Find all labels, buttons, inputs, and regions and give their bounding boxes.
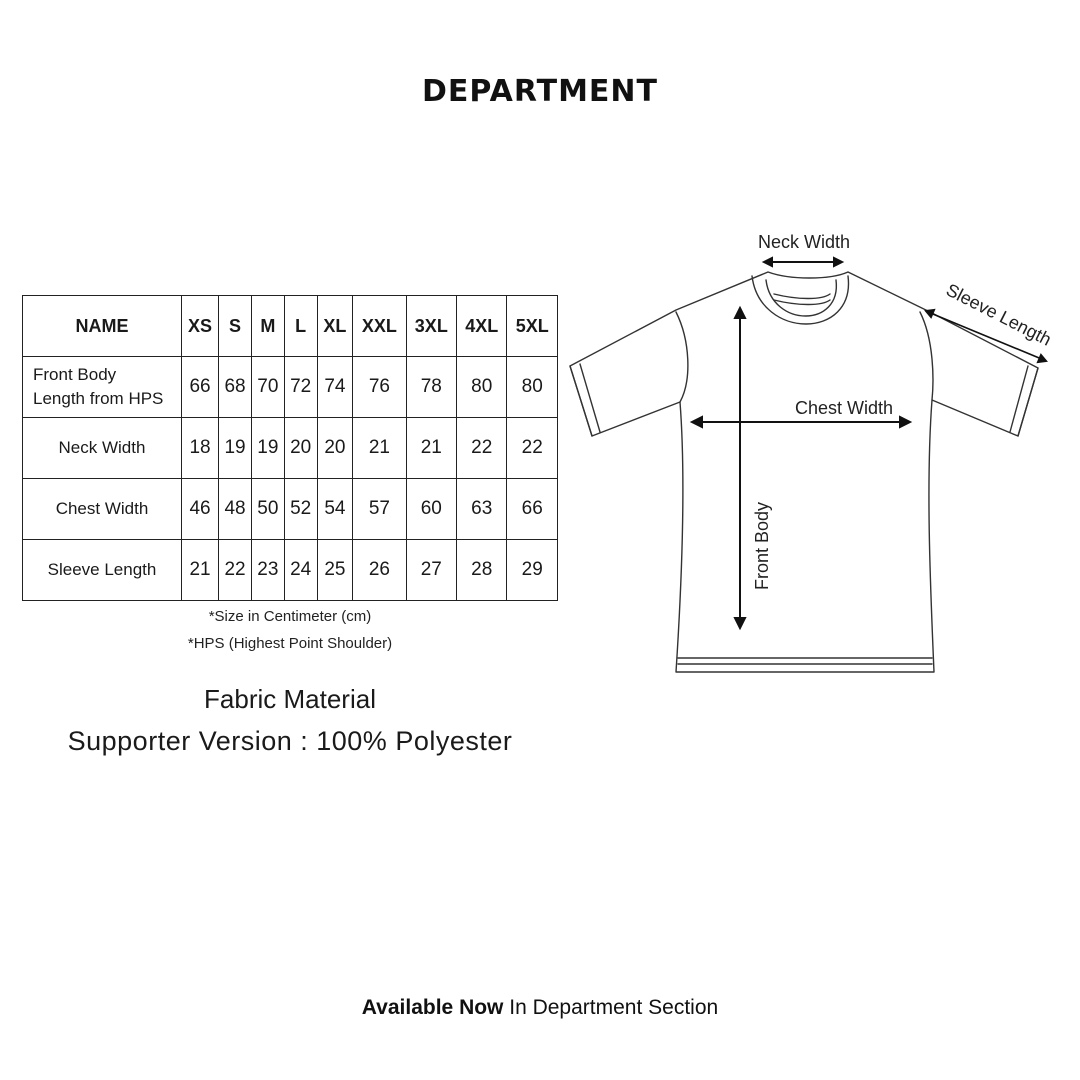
footer-bold-text: Available Now <box>361 996 504 1019</box>
table-cell: 50 <box>251 479 284 540</box>
table-cell: 66 <box>507 479 558 540</box>
table-cell: 23 <box>251 540 284 601</box>
table-cell: 60 <box>406 479 456 540</box>
fabric-composition: Supporter Version : 100% Polyester <box>67 726 513 756</box>
header-size-cell: XXL <box>353 296 406 357</box>
row-label-line2: Length from HPS <box>33 389 164 408</box>
table-cell: 66 <box>182 357 219 418</box>
header-size-cell: 5XL <box>507 296 558 357</box>
table-header-row <box>23 296 558 357</box>
availability-footer <box>0 996 1080 1020</box>
table-cell: 20 <box>317 418 353 479</box>
header-size-cell: 4XL <box>457 296 507 357</box>
table-cell: 78 <box>406 357 456 418</box>
size-chart-table <box>22 295 558 601</box>
table-cell: 25 <box>317 540 353 601</box>
table-row-chest-width <box>23 479 558 540</box>
fabric-title: Fabric Material <box>204 684 376 714</box>
table-cell: 48 <box>219 479 252 540</box>
table-cell: 63 <box>457 479 507 540</box>
table-cell: 22 <box>457 418 507 479</box>
table-cell: 19 <box>251 418 284 479</box>
header-size-cell: L <box>284 296 317 357</box>
brand-logo <box>0 74 1080 109</box>
table-cell: 27 <box>406 540 456 601</box>
table-cell: 22 <box>219 540 252 601</box>
table-cell: 70 <box>251 357 284 418</box>
table-cell: 24 <box>284 540 317 601</box>
table-cell: 76 <box>353 357 406 418</box>
row-label-sleeve-length: Sleeve Length <box>23 540 182 601</box>
shirt-outline <box>570 272 1038 672</box>
table-cell: 21 <box>182 540 219 601</box>
brand-logo-text: DEPARTMENT <box>422 74 658 109</box>
header-size-cell: 3XL <box>406 296 456 357</box>
header-size-cell: XL <box>317 296 353 357</box>
table-cell: 46 <box>182 479 219 540</box>
table-cell: 80 <box>507 357 558 418</box>
table-row-sleeve-length <box>23 540 558 601</box>
table-cell: 26 <box>353 540 406 601</box>
note-unit: *Size in Centimeter (cm) <box>208 608 372 625</box>
row-label-neck-width: Neck Width <box>23 418 182 479</box>
footer-rest-text: In Department Section <box>503 996 719 1019</box>
table-cell: 18 <box>182 418 219 479</box>
table-cell: 54 <box>317 479 353 540</box>
row-label-front-body <box>23 357 182 418</box>
table-cell: 28 <box>457 540 507 601</box>
table-cell: 29 <box>507 540 558 601</box>
header-size-cell: S <box>219 296 252 357</box>
table-cell: 74 <box>317 357 353 418</box>
table-cell: 68 <box>219 357 252 418</box>
row-label-chest-width: Chest Width <box>23 479 182 540</box>
header-name-cell: NAME <box>23 296 182 357</box>
table-cell: 80 <box>457 357 507 418</box>
neck-width-label: Neck Width <box>757 232 851 252</box>
table-cell: 72 <box>284 357 317 418</box>
table-cell: 22 <box>507 418 558 479</box>
header-size-cell: M <box>251 296 284 357</box>
table-cell: 57 <box>353 479 406 540</box>
table-cell: 52 <box>284 479 317 540</box>
chest-width-label: Chest Width <box>794 398 894 418</box>
table-cell: 19 <box>219 418 252 479</box>
table-cell: 20 <box>284 418 317 479</box>
table-cell: 21 <box>353 418 406 479</box>
header-size-cell: XS <box>182 296 219 357</box>
sleeve-length-label: Sleeve Length <box>942 279 1055 350</box>
note-hps: *HPS (Highest Point Shoulder) <box>187 635 393 652</box>
table-cell: 21 <box>406 418 456 479</box>
row-label-line1: Front Body <box>33 365 117 384</box>
table-row-front-body <box>23 357 558 418</box>
tshirt-diagram <box>560 220 1070 690</box>
front-body-label: Front Body <box>752 501 772 591</box>
table-row-neck-width <box>23 418 558 479</box>
